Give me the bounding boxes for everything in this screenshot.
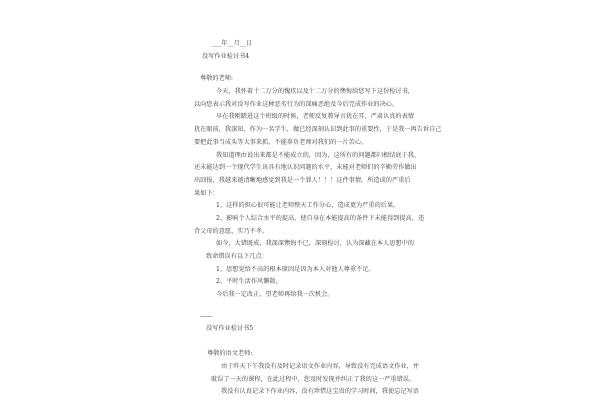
paragraph-line: 要把此事当成头等大事来抓，不能辜负老师对我们的一片苦心。 xyxy=(194,138,368,146)
list-item: 1、这样的担心很可能让老师整天工作分心，造成更为严重的后果。 xyxy=(216,202,400,210)
paragraph-line: 以向您表示我对没写作业这种恶劣行为的深痛恶绝及今后完成作业的决心。 xyxy=(194,100,399,108)
document-body xyxy=(194,38,442,399)
paragraph-line: 由于昨天下午我没有及时记录语文作业内容，导致没有完成语文作业，并 xyxy=(221,362,419,370)
separator: —— xyxy=(200,312,213,320)
paragraph-line: 致命错误有以下几点： xyxy=(206,253,268,260)
list-item: 2、影响个人综合水平的提高，使自身在本能提高的条件下未能得到提高，违 xyxy=(216,214,425,222)
paragraph-line: 今后我一定改正，望老师再给我一次机会。 xyxy=(216,291,334,299)
section-title-5: 没写作业检讨书5 xyxy=(206,325,254,333)
salutation-1: 尊敬的老师: xyxy=(200,75,234,83)
paragraph-line: 背父母的意愿，实乃不孝。 xyxy=(194,227,269,235)
paragraph-line: 我知道理由说出来都是不能成立的，因为，这所有的问题都归根结底于我， xyxy=(216,151,421,159)
paragraph-line: 今天，我怀着十二万分的愧疚以及十二万分的懊悔给您写下这份检讨书， xyxy=(216,88,414,96)
paragraph-line: 耽误了一天的课程，在此过程中，您及时发现并纠正了我的这一严重错误。 xyxy=(211,375,416,383)
paragraph-line: 犹在眼前，我深知，作为一名学生，做已经深刻认识到此事的重要性，于是我一再告诉自己 xyxy=(194,126,442,134)
paragraph-line: 出回报，我越来越清晰地感觉到我是一个罪人！！！这件事情，所造成的严重后 xyxy=(194,176,411,184)
paragraph-line: 早在我刚踏进这个班级的时候，老师反复教导言犹在耳，严肃认真的表情 xyxy=(216,113,414,121)
paragraph-line: 果如下： xyxy=(194,189,219,197)
section-title-4: 没写作业检讨书4 xyxy=(202,52,250,60)
date-line: ___年__月__日 xyxy=(212,40,253,47)
paragraph-line: 还未能达到一个现代学生该具有地认识问题的水平，未能对老师们的辛勤劳作做出 xyxy=(194,164,417,172)
salutation-2: 尊敬的语文老师: xyxy=(207,350,253,358)
list-item: 2、平时生活作风懒散。 xyxy=(216,278,282,286)
paragraph-line: 我没有认真记录下作业内容，没有珍惜这宝贵的学习时间，我使忘记写语 xyxy=(221,388,419,396)
paragraph-line: 如今，大错既成，我深深懊悔不已，深刻检讨，认为深藏在本人思想中的 xyxy=(216,240,414,248)
list-item: 1、思想觉悟不高的根本原因是因为本人对他人尊重不足。 xyxy=(216,265,375,273)
